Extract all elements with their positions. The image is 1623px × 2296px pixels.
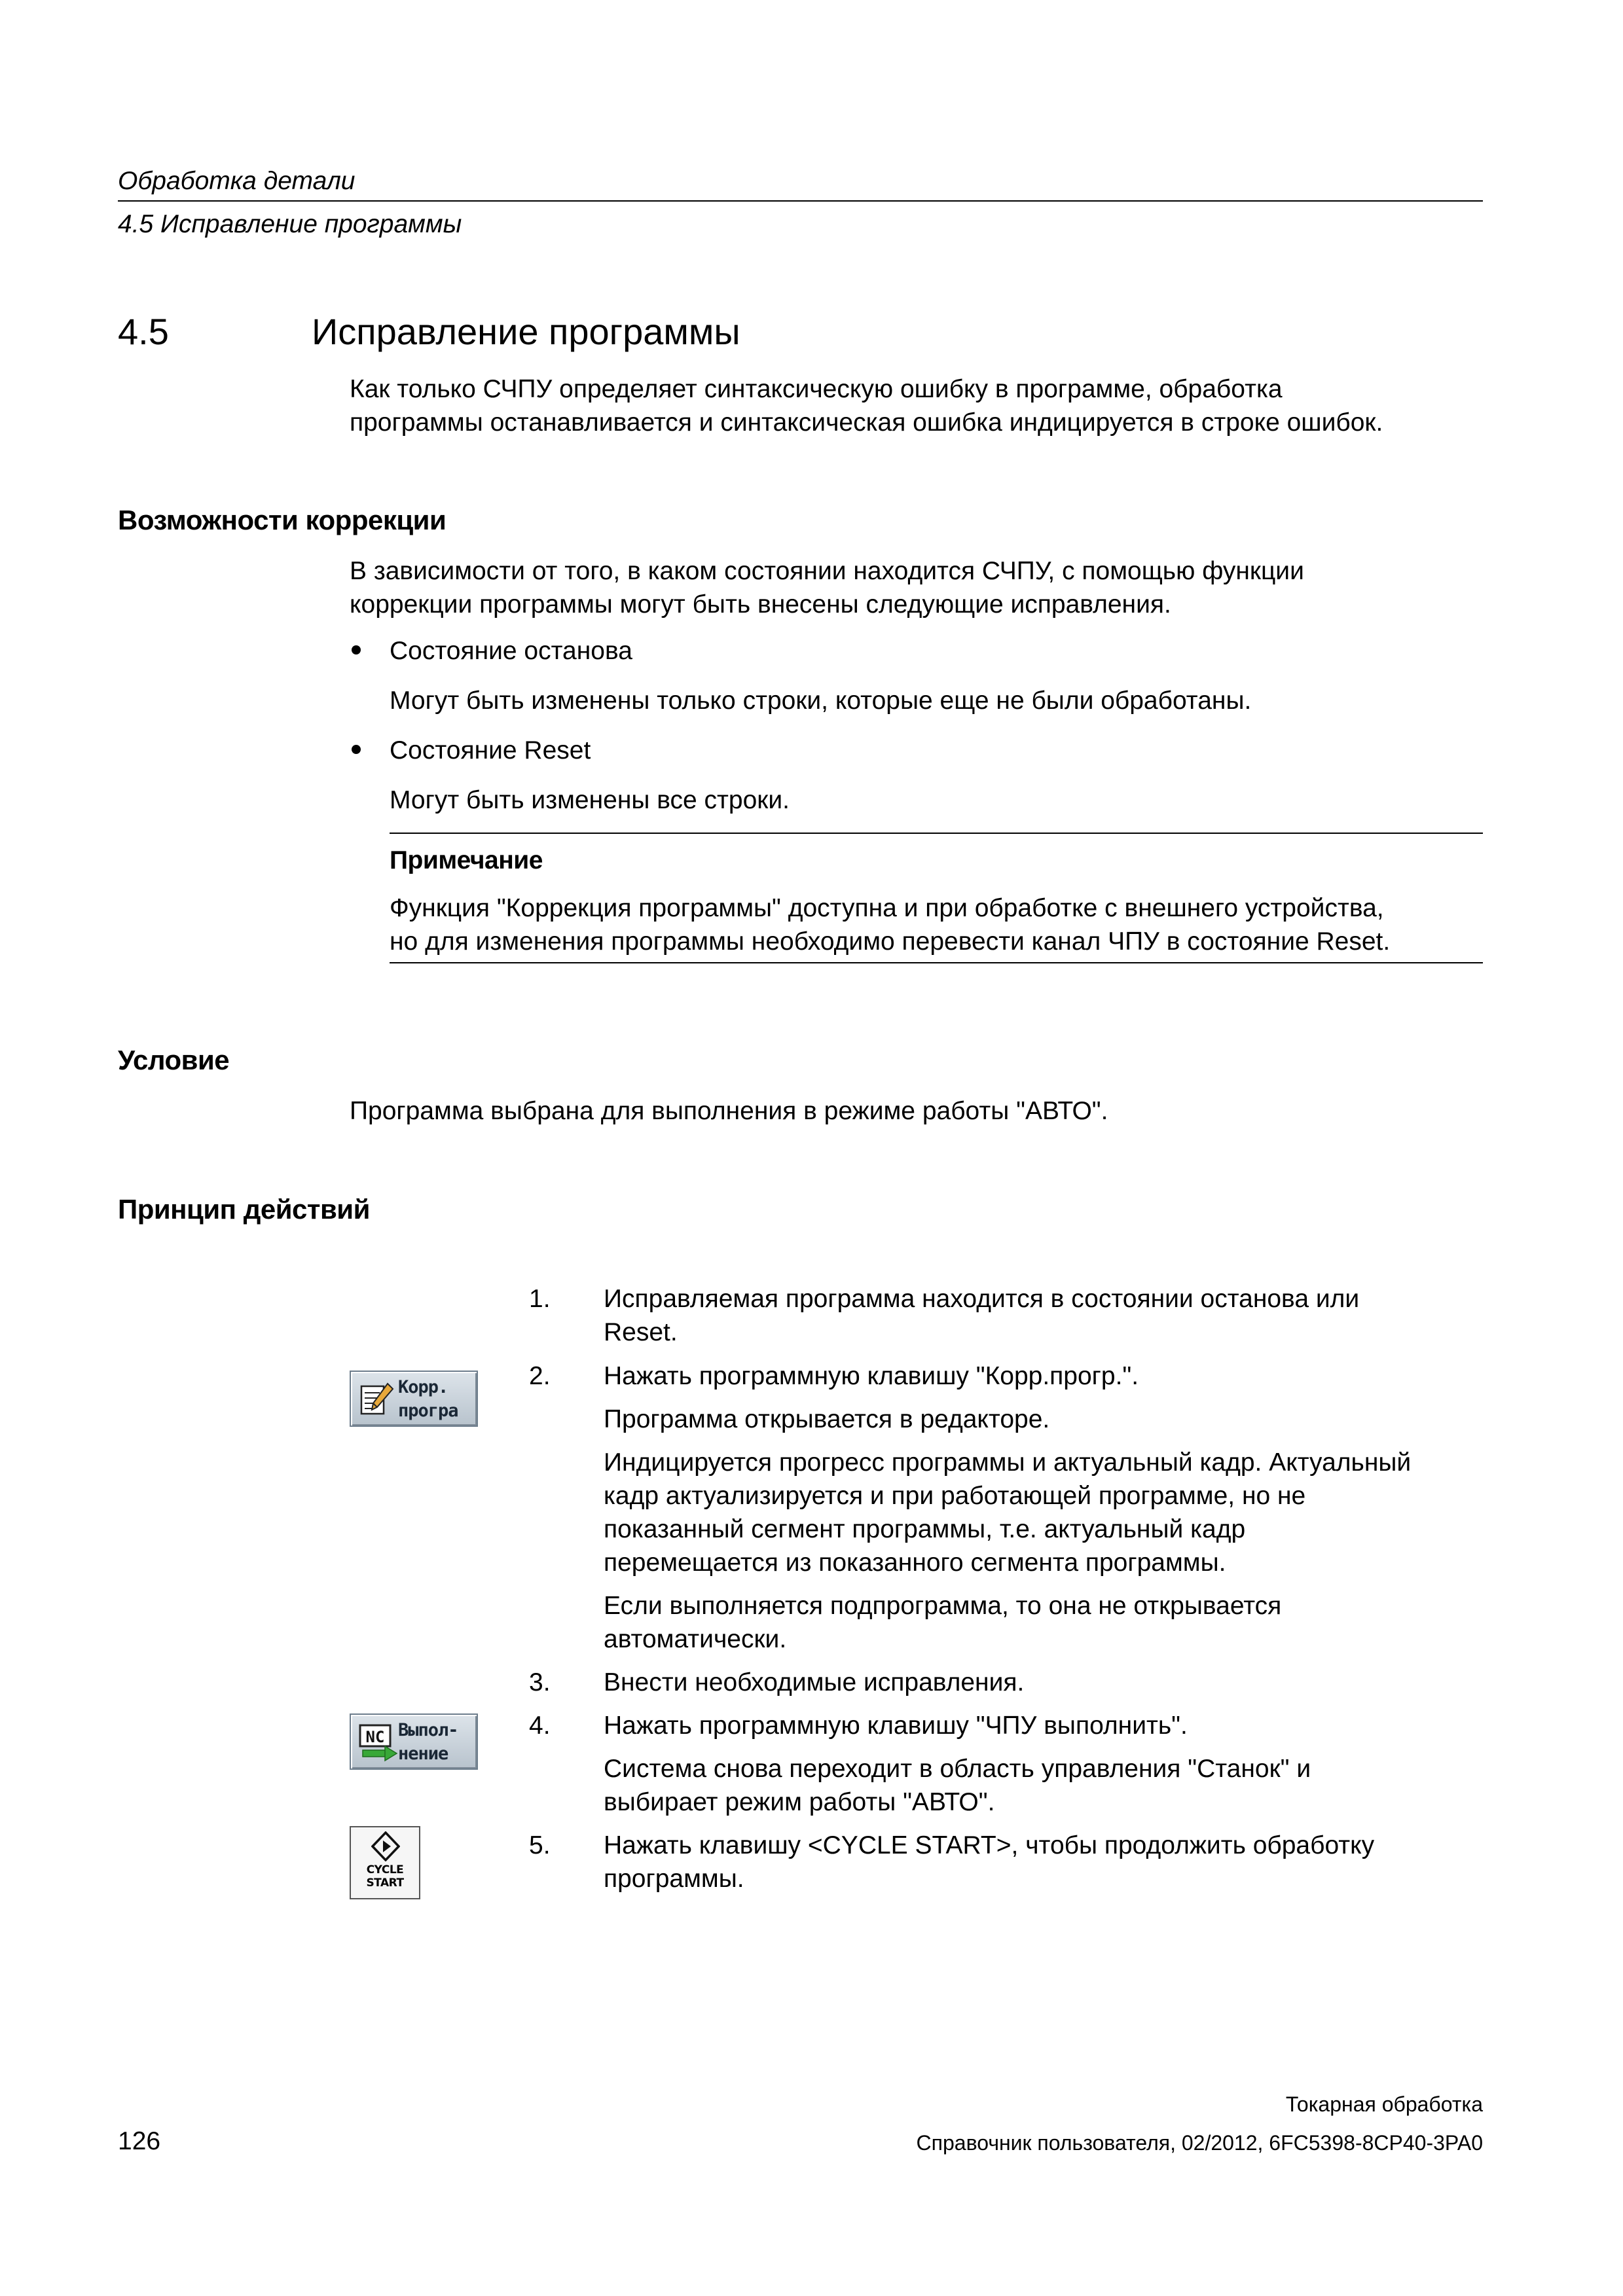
bullet-desc-stop: Могут быть изменены только строки, которые еще не были обработаны.	[390, 687, 1252, 715]
section-number: 4.5	[118, 311, 169, 352]
section-title: Исправление программы	[312, 311, 740, 352]
step-2-detail-1: Программа открывается в редакторе.	[604, 1405, 1050, 1433]
running-header-chapter: Обработка детали	[118, 167, 356, 195]
step-4-line-1: Нажать программную клавишу "ЧПУ выполнить".	[604, 1712, 1188, 1740]
footer-reference: Справочник пользователя, 02/2012, 6FC5398-8CP40-3PA0	[916, 2131, 1483, 2155]
nc-execute-softkey[interactable]	[350, 1713, 478, 1770]
note-text-1: Функция "Коррекция программы" доступна и при обработке с внешнего устройства,	[390, 894, 1384, 922]
note-title: Примечание	[390, 846, 543, 874]
step-3-line-1: Внести необходимые исправления.	[604, 1668, 1025, 1696]
intro-line-2: программы останавливается и синтаксическая ошибка индицируется в строке ошибок.	[350, 408, 1383, 437]
step-number: 3.	[529, 1668, 551, 1696]
edit-program-softkey[interactable]	[350, 1371, 478, 1427]
page-number: 126	[118, 2127, 161, 2155]
note-bottom-rule	[390, 962, 1483, 963]
step-4-detail-line-2: выбирает режим работы "АВТО".	[604, 1788, 995, 1816]
step-2-detail-2-line-2: кадр актуализируется и при работающей программе, но не	[604, 1482, 1306, 1510]
step-2-detail-2-line-4: перемещается из показанного сегмента программы.	[604, 1549, 1226, 1577]
running-header-section: 4.5 Исправление программы	[118, 210, 462, 238]
note-top-rule	[390, 833, 1483, 834]
step-number: 5.	[529, 1831, 551, 1859]
bullet-label-stop: Состояние останова	[390, 637, 632, 665]
correction-text-2: коррекции программы могут быть внесены следующие исправления.	[350, 590, 1171, 619]
start-label: START	[366, 1876, 404, 1890]
bullet-label-reset: Состояние Reset	[390, 736, 591, 764]
nc-arrow-icon	[359, 1724, 399, 1765]
step-1-line-1: Исправляемая программа находится в состоянии останова или	[604, 1285, 1360, 1313]
procedure-heading: Принцип действий	[118, 1194, 370, 1225]
bullet-desc-reset: Могут быть изменены все строки.	[390, 786, 790, 814]
footer-book-title: Токарная обработка	[1285, 2092, 1483, 2116]
intro-line-1: Как только СЧПУ определяет синтаксическую ошибку в программе, обработка	[350, 375, 1283, 403]
bullet-marker	[352, 645, 361, 655]
note-text-2: но для изменения программы необходимо перевести канал ЧПУ в состояние Reset.	[390, 927, 1391, 956]
step-2-line-1: Нажать программную клавишу "Корр.прогр.".	[604, 1362, 1139, 1390]
step-number: 2.	[529, 1362, 551, 1390]
condition-text: Программа выбрана для выполнения в режиме работы "АВТО".	[350, 1097, 1108, 1125]
step-number: 1.	[529, 1285, 551, 1313]
execute-softkey-label: Выпол- нение	[398, 1720, 458, 1764]
header-rule	[118, 200, 1483, 202]
step-2-detail-3-line-1: Если выполняется подпрограмма, то она не открывается	[604, 1592, 1282, 1620]
correction-heading: Возможности коррекции	[118, 505, 447, 535]
correction-text-1: В зависимости от того, в каком состоянии находится СЧПУ, с помощью функции	[350, 557, 1304, 585]
step-2-detail-3-line-2: автоматически.	[604, 1625, 787, 1653]
edit-softkey-label: Корр. програ	[398, 1377, 458, 1421]
cycle-start-key[interactable]	[350, 1826, 420, 1899]
bullet-marker	[352, 745, 361, 754]
step-2-detail-2-line-3: показанный сегмент программы, т.е. актуальный кадр	[604, 1515, 1246, 1543]
pencil-notepad-icon	[359, 1381, 394, 1421]
step-5-line-2: программы.	[604, 1865, 744, 1893]
cycle-start-icon	[371, 1831, 400, 1865]
step-1-line-2: Reset.	[604, 1318, 678, 1346]
cycle-label: CYCLE	[366, 1863, 404, 1876]
svg-text:NC: NC	[365, 1728, 385, 1746]
step-2-detail-2-line-1: Индицируется прогресс программы и актуальный кадр. Актуальный	[604, 1448, 1412, 1477]
step-5-line-1: Нажать клавишу <CYCLE START>, чтобы продолжить обработку	[604, 1831, 1375, 1859]
step-4-detail-line-1: Система снова переходит в область управления "Станок" и	[604, 1755, 1311, 1783]
condition-heading: Условие	[118, 1045, 230, 1075]
step-number: 4.	[529, 1712, 551, 1740]
